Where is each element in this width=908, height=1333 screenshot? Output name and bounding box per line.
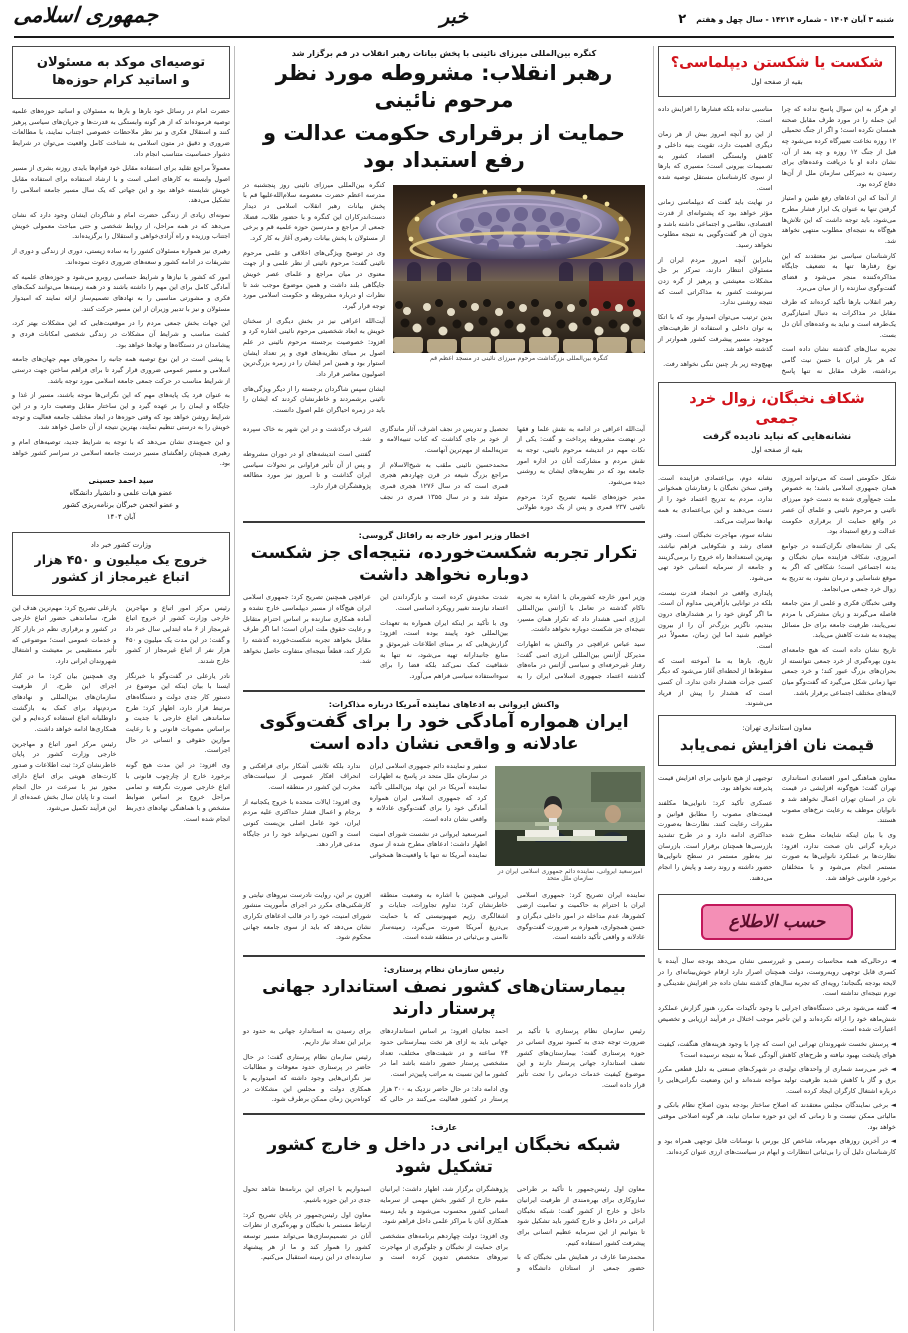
paragraph: سفیر و نماینده دائم جمهوری اسلامی ایران در سازمان ملل متحد در پاسخ به اظهارات نماینده آمریکا در این نهاد بین‌المللی تأکید کرد که جمهوری اسلامی ایران همواره آمادگی خود را برای گفت‌وگوی عادلانه و واقعی نشان داده است. [369,761,487,824]
paragraph: ایشان سپس شاگردان برجسته را از دیگر ویژگی‌های نائینی برشمردند و خاطرنشان کردند که ایشان را باید در زمره احیاگران علم اصول دانست. [243,384,385,414]
page-number: ۲ [678,12,687,27]
paragraph: وی افزود: ایالات متحده با خروج یکجانبه از برجام و اعمال فشار حداکثری علیه مردم ایران، خود عامل اصلی بن‌بست کنونی است و اکنون نمی‌تواند خود را در جایگاه مدعی قرار دهد. [243,797,361,849]
paragraph: نمونه‌ای زیادی از زندگی حضرت امام و شاگردان ایشان وجود دارد که نشان می‌دهد که در همه مراحل، از روابط شخصی و حتی مباحث معمولی خویش اجتناب ورزیده و راه آزادی‌خواهی و استقلال را برگزیده‌اند. [12,211,230,241]
paragraph: امیرسعید ایروانی در نشست شورای امنیت اظهار داشت: ادعاهای مطرح شده از سوی نماینده آمریکا نه تنها با واقعیت‌ها همخوانی ندارد بلکه تلاشی آشکار برای فرافکنی و انحراف افکار عمومی از سیاست‌های مخرب این کشور در منطقه است. [243,761,487,860]
paragraph: توجیهی از هیچ نانوایی برای افزایش قیمت پذیرفته نخواهد بود. [658,773,773,793]
iravani-photo-caption: امیرسعید ایروانی، نماینده دائم جمهوری اسلامی ایران در سازمان ملل متحد [497,867,643,882]
author-name: سید احمد حسینی [88,475,154,485]
paragraph: بهیچ‌وجه زیر بار چنین ننگی نخواهد رفت. [663,359,773,368]
paragraph: حضرت امام در رسائل خود بارها و بارها به مسئولان و اساتید حوزه‌های علمیه توصیه فرموده‌اند که از هر گونه وابستگی به قدرت‌ها و جریان‌های سیاسی پرهیز کنند و استقلال فکری و نیز نظر ملاحظات خصوصی اجتناب نمایند، با مطالعات ضروری و دقیق در متون اسلامی به شناخت کامل واقعیت می‌توان در شرایط دشوار حساسیت متناسب انجام داد. [12,107,230,158]
masthead-info [678,12,894,27]
body-lead-side [243,180,385,416]
article-box-diplomacy [658,46,896,97]
opinion-box [12,46,230,99]
headline-foreign-nationals-line2: اتباع غیرمجاز از کشور [52,568,190,584]
paragraph: وقتی نخبگان فکری و علمی از متن جامعه فاصله می‌گیرند و زبان مشترکی با مردم نمی‌یابند، ظرفیت جامعه برای حل مسائل پیچیده به شدت کاهش می‌یابد. [781,599,896,640]
body-foreign-nationals [12,603,230,824]
body-elites [658,473,896,709]
kicker-nurses: رئیس سازمان نظام پرستاری: [383,964,505,975]
paragraph: رئیس مرکز امور اتباع و مهاجرین خارجی وزارت کشور از خروج اتباع غیرمجاز از ۶ ماه ابتدایی سال خبر داد و گفت: در این مدت یک میلیون و ۴۵۰ هزار نفر از اتباع غیرمجاز از کشور خارج شدند. [125,603,230,666]
paragraph: وی در توضیح ویژگی‌های اخلاقی و علمی مرحوم نائینی گفت: مرحوم نائینی از نظر علمی و از جهت معنوی در میان مراجع و علمای عصر خویش جایگاهی بلند داشت و همین موضوع موجب شد تا نظرات او درباره مشروطه و حکومت اسلامی مورد توجه قرار گیرد. [243,248,385,310]
headline-aref: شبکه نخبگان ایرانی در داخل و خارج کشور تشکیل شود [267,1134,621,1178]
paragraph: افزون بر این، روایت نادرست نیروهای نیابتی و کارشکنی‌های مکرر در اجرای مأموریت منشور شورای امنیت، خود را در قالب ادعاهای تکراری نشان می‌دهد که باید از سوی جامعه جهانی محکوم شود. [243,890,371,942]
paragraph: رهبر انقلاب بارها تأکید کرده‌اند که طرف مقابل در مذاکرات به دنبال امتیازگیری یک‌طرفه است و نباید به وعده‌های آنان دل بست. [781,298,896,339]
paragraph: وی افزود: دولت چهاردهم برنامه‌های مشخصی برای حمایت از نخبگان و جلوگیری از مهاجرت نیروهای متخصص تدوین کرده است و امیدواریم با اجرای این برنامه‌ها شاهد تحول جدی در این حوزه باشیم. [243,1185,508,1262]
brief-item: ◄ خبر می‌رسد شماری از واحدهای تولیدی در شهرک‌های صنعتی به دلیل قطعی مکرر برق و گاز با کاهش شدید ظرفیت تولید مواجه شده‌اند و این وضعیت نگرانی‌هایی را درباره اشتغال کارگران ایجاد کرده است. [658,1065,896,1095]
body-grossi [243,592,645,681]
paragraph: تجربه سال‌های گذشته نشان داده است که هر بار ایران با حسن نیت گامی برداشته، طرف مقابل نه تنها پاسخ مناسبی نداده بلکه فشارها را افزایش داده است. [658,105,896,375]
lead-photo-caption: کنگره بین‌المللی بزرگداشت مرحوم میرزای نائینی در مسجد اعظم قم [429,354,609,362]
kicker-foreign-nationals: وزارت کشور خبر داد [90,540,152,549]
paragraph: از آنجا که این ادعاهای رفع طنین و امتیاز گرفتن تنها به عنوان یک ابزار فشار مطرح می‌شود، باید توجه داشت که این تلاش‌ها هیچ‌گاه به نتیجه‌ای مطلوب منتهی نخواهد شد. [781,194,896,246]
center-column [234,46,654,1331]
body-iravani-bottom [243,890,645,947]
paragraph: وی همچنین بیان کرد: ما در کنار اجرای این طرح، از ظرفیت سازمان‌های بین‌المللی و نهادهای مردم‌نهاد برای کمک به بازگشت داوطلبانه اتباع استفاده کرده‌ایم و این همکاری‌ها ادامه خواهد داشت. [12,671,117,734]
headline-diplomacy: شکست یا شکستن دیپلماسی؟ [670,55,884,71]
iravani-photo-un-session [495,766,645,866]
paragraph: نشانه سوم، مهاجرت نخبگان است. وقتی فضای رشد و شکوفایی فراهم نباشد، بهترین استعدادها راه خروج را برمی‌گزینند و جامعه از سرمایه انسانی خود تهی می‌شود. [658,531,773,582]
content-grid [8,46,900,1331]
paragraph: احمد نجاتیان افزود: بر اساس استانداردهای جهانی باید به ازای هر تخت بیمارستانی حدود ۲۴ ساعته و در شیفت‌های مختلف، تعداد مشخصی پرستار حضور داشته باشد اما در کشور ما این نسبت به مراتب پایین‌تر است. [380,1027,508,1078]
paragraph: یکی از نشانه‌های نگران‌کننده در جوامع امروزی، شکاف فزاینده میان نخبگان و بدنه اجتماعی است؛ شکافی که اگر به موقع شناسایی و درمان نشود، به تدریج به زوال خرد جمعی می‌انجامد. [781,541,896,593]
paragraph: آیت‌الله اعرافی در ادامه به نقش علما و فقها در نهضت مشروطه پرداخت و گفت: یکی از نکات مهم در اندیشه مرحوم نائینی، توجه به نقش مردم و مشارکت آنان در اداره امور جامعه بود که در نظریه‌های ایشان به روشنی دیده می‌شود. [517,424,645,486]
headline-elites: شکاف نخبگان، زوال خرد جمعی [689,391,865,427]
paragraph: معاون هماهنگی امور اقتصادی استانداری تهران گفت: هیچ‌گونه افزایشی در قیمت نان در استان تهران اعمال نخواهد شد و نانوایان موظف به رعایت نرخ‌های مصوب هستند. [781,773,896,825]
publication-logo: جمهوری اسلامی [12,2,160,27]
section-divider [243,690,645,692]
paragraph: وی افزود: در این مدت هیچ گونه برخورد خارج از چارچوب قانونی با اتباع خارجی صورت نگرفته و تمامی مراحل خروج بر اساس ضوابط مشخص و با هماهنگی نهادهای ذی‌ربط انجام شده است. [125,761,230,823]
paragraph: از این رو آنچه امروز بیش از هر زمان دیگری اهمیت دارد، تقویت بنیه داخلی و کاهش وابستگی اقتصاد کشور به تصمیمات بیرونی است؛ مسیری که بارها از سوی کارشناسان مستقل توصیه شده است. [658,130,773,192]
paragraph: کنگره بین‌المللی میرزای نائینی روز پنجشنبه در مدرسه اعظم حضرت معصومه سلام‌الله‌علیها قم با پخش بیانات رهبر انقلاب اسلامی در دیدار دست‌اندرکاران این کنگره و با حضور طلاب، فضلا، جمعی از مراجع و مدرسین حوزه علمیه قم و برخی از مسئولان با پخش بیانات رهبری آغاز به کار کرد. [243,180,385,242]
brief-item: ◄ درحالی‌که همه محاسبات رسمی و غیررسمی نشان می‌دهد بودجه سال آینده با کسری قابل توجهی روبه‌روست، دولت همچنان اصرار دارد ارقام خوش‌بینانه‌ای را در لایحه بودجه بگنجاند؛ رویه‌ای که تجربه سال‌های گذشته نشان داده جز افزایش نقدینگی و تورم نتیجه‌ای نداشته است. [658,957,896,998]
lead-photo-conference-hall [393,185,645,353]
paragraph: رهبری نیز همواره مسئولان کشور را به ساده زیستی، دوری از زندگی و دوری از تشریفات در ادامه کشور و سعه‌های ضروری دعوت نموده‌اند. [12,247,230,266]
author-title-1: عضو هیات علمی و دانشیار دانشگاه [69,488,173,497]
paragraph: در نهایت باید گفت که دیپلماسی زمانی مؤثر خواهد بود که پشتوانه‌ای از قدرت اقتصادی، نظامی و اجتماعی داشته باشد و بدون آن هر گفت‌وگویی به نتیجه مطلوب نخواهد رسید. [658,198,773,250]
paragraph: امور که کشور با نیازها و شرایط حساسی روبرو می‌شود و حوزه‌های علمیه که آمادگی کامل برای این مهم را داشته باشند و در همه زمینه‌ها می‌توانند کمک‌های فکری و مشورتی مناسبی را به نهادهای تصمیم‌ساز ارائه نمایند که امیدوار مسئولان و نیز با تدبیر وزیران از این مسیر حرکت کنند. [12,272,230,313]
headline-iravani: ایران همواره آمادگی خود را برای گفت‌وگوی عادلانه و واقعی نشان داده است [259,711,629,754]
body-diplomacy [658,104,896,376]
paragraph: محمدرضا عارف در همایش ملی نخبگان که با حضور جمعی از استادان دانشگاه و پژوهشگران برگزار شد، اظهار داشت: ایرانیان مقیم خارج از کشور بخش مهمی از سرمایه انسانی کشور محسوب می‌شوند و باید زمینه همکاری آنان با مراکز علمی داخل فراهم شود. [380,1185,645,1272]
paragraph: نادر یارعلی در گفت‌وگو با خبرنگار ایسنا با بیان اینکه این موضوع در دستور کار جدی دولت و دستگاه‌های مرتبط قرار دارد، اظهار کرد: طرح ساماندهی اتباع خارجی با جدیت و براساس مصوبات قانونی و با رعایت موازین حقوقی و انسانی در حال اجراست. [125,671,230,755]
continued-from-note: بقیه از صفحه اول [751,77,803,86]
paragraph: کارشناسان سیاسی نیز معتقدند که این نوع رفتارها تنها به تضعیف جایگاه مذاکره‌کننده منجر می‌شود و فضای گفت‌وگوی سازنده را از میان می‌برد. [781,251,896,292]
body-bread-price [658,773,896,888]
kicker-grossi: اخطار وزیر امور خارجه به رافائل گروسی: [358,529,530,540]
author-date: آبان ۱۴۰۴ [106,512,136,521]
paragraph: محمدحسین نائینی ملقب به شیخ‌الاسلام از مراجع بزرگ شیعه در قرن چهاردهم هجری قمری است که در سال ۱۲۷۶ هجری قمری متولد شد و در سال ۱۳۵۵ قمری در نجف اشرف درگذشت و در این شهر به خاک سپرده شد. [243,424,508,501]
paragraph: گفتنی است اندیشه‌های او در دوران مشروطه و پس از آن تأثیر فراوانی بر تحولات سیاسی ایران گذاشت و تا امروز نیز مورد مطالعه پژوهشگران قرار دارد. [243,449,371,490]
masthead-rule [14,36,894,38]
paragraph: معاون اول رئیس‌جمهور با تأکید بر طراحی سازوکاری برای بهره‌مندی از ظرفیت ایرانیان داخل و خارج از کشور گفت: شبکه نخبگان ایرانی در داخل و خارج کشور باید تشکیل شود تا بتوانیم از این سرمایه عظیم انسانی برای پیشرفت کشور استفاده کنیم. [517,1185,645,1247]
brief-item: ◄ در آخرین روزهای مهرماه، شاخص کل بورس با نوسانات قابل توجهی همراه بود و کارشناسان دلیل آن را بی‌ثباتی انتظارات و ابهام در سیاست‌های ارزی عنوان کرده‌اند. [658,1137,896,1157]
section-title: خبر [440,6,468,28]
paragraph: بنابراین آنچه امروز مردم ایران از مسئولان انتظار دارند، تمرکز بر حل مشکلات معیشتی و پرهیز از گره زدن سرنوشت کشور به مذاکراتی است که نتیجه روشنی ندارد. [658,255,773,307]
body-briefs [658,956,896,1157]
paragraph: به عنوان فرد یک پایه‌های مهم که این نگرانی‌ها موجه باشند، مسیر از غذا و جایگاه و ایمان را بر عهده گیرد و این ساختار مقابل وضعیت دارد و در این شرایط روشن خواهد بود که وقتی حوزه‌ها در ابعاد مختلف جامعه فعالیت و توجه خویش را به درستی تنظیم نمایند، بهترین نتیجه از آن حاصل خواهد شد. [12,391,230,432]
brief-item: ◄ گفته می‌شود برخی دستگاه‌های اجرایی با وجود تأکیدات مکرر، هنوز گزارش عملکرد شش‌ماهه خود را ارائه نکرده‌اند و این تأخیر موجب اختلال در فرآیند ارزیابی و تخصیص اعتبارات شده است. [658,1004,896,1034]
paragraph: وی با بیان اینکه شایعات مطرح شده درباره گرانی نان صحت ندارد، افزود: نظارت‌ها بر عملکرد نانوایی‌ها به صورت مستمر انجام می‌شود و با متخلفان برخورد قانونی خواهد شد. [781,831,896,882]
kicker-iravani: واکنش ایروانی به ادعاهای نماینده آمریکا درباره مذاکرات: [328,698,560,709]
dateline: شنبه ۳ آبان ۱۴۰۴ - شماره ۱۴۲۱۴ - سال چهل و هفتم [696,15,894,24]
briefs-stamp-box [658,894,896,950]
paragraph: رئیس سازمان نظام پرستاری با تأکید بر ضرورت توجه جدی به کمبود نیروی انسانی در حوزه پرستاری گفت: بیمارستان‌های کشور نصف استاندارد جهانی پرستار دارند و این موضوع کیفیت خدمات درمانی را تحت تأثیر قرار داده است. [517,1027,645,1089]
paragraph: عسکری تأکید کرد: نانوایی‌ها مکلفند قیمت‌های مصوب را مطابق قوانین و مقررات رعایت کنند. نظارت‌ها به‌صورت حداکثری ادامه دارد و در طرح تشدید بازرسی‌ها همچنان برقرار است. بازرسان نیز به‌طور مستمر در سطح نانوایی‌ها حضور داشته و روند رصد و پایش را انجام می‌دهند. [658,799,773,882]
headline-nurses: بیمارستان‌های کشور نصف استاندارد جهانی پرستار دارند [262,977,626,1020]
section-divider [243,1113,645,1115]
body-aref [243,1184,645,1273]
article-box-elites [658,382,896,466]
continued-from-note: بقیه از صفحه اول [751,446,803,455]
paragraph: شکل حکومتی است که می‌تواند امروزی همان جمهوری اسلامی باشد؛ به خصوص ملت جمع‌آوری شده به دست خود میرزای نائینی و مرحوم نائینی و علمای آن عصر در واقع حمایت از برقراری حکومت عدالت و رفع استبداد بود. [781,473,896,536]
paragraph: مدیر حوزه‌های علمیه تصریح کرد: مرحوم نائینی ۲۳۷ قمری و پس از یک دوره طولانی تحصیل و تدریس در نجف اشرف، آثار ماندگاری از خود بر جای گذاشت که کتاب تنبیه‌الامه و تنزیه‌المله از مهم‌ترین آنهاست. [380,424,645,512]
article-box-foreign-nationals [12,532,230,596]
opinion-signature [12,475,230,524]
paragraph: بدین ترتیب می‌توان امیدوار بود که با اتکا به توان داخلی و استفاده از ظرفیت‌های موجود، مسیر پیشرفت کشور هموارتر از گذشته خواهد شد. [658,313,773,354]
paragraph: تاریخ نشان داده است که هیچ جامعه‌ای بدون بهره‌گیری از خرد جمعی نتوانسته از بحران‌های بزرگ عبور کند؛ و خرد جمعی تنها زمانی شکل می‌گیرد که گفت‌وگو میان لایه‌های مختلف اجتماعی برقرار باشد. [781,645,896,697]
kicker-bread-price: معاون استانداری تهران: [742,723,812,732]
headline-foreign-nationals-line1: خروج یک میلیون و ۴۵۰ هزار [34,552,208,567]
headline-grossi: تکرار تجربه شکست‌خورده، نتیجه‌ای جز شکست دوباره نخواهد داشت [250,542,638,586]
paragraph: عراقچی همچنین تصریح کرد: جمهوری اسلامی ایران هیچ‌گاه از مسیر دیپلماسی خارج نشده و آماده همکاری سازنده بر اساس احترام متقابل و رعایت حقوق ملت ایران است؛ اما اگر طرف مقابل بخواهد تجربه شکست‌خورده گذشته را تکرار کند، قطعاً نتیجه‌ای متفاوت حاصل نخواهد شد. [243,593,371,666]
headline-lead-line2: حمایت از برقراری حکومت عدالت و رفع استبداد بود [263,120,625,172]
paragraph: پایداری واقعی در انجماد قدرت نیست، بلکه در توانایی بازآفرینی مداوم آن است. ما اگر گوش خود را بر هشدارهای درون ببندیم، ناگزیر بزرگ‌تر آن را از بیرون خواهیم شنید اما این زمان، معمولاً دیر است. [658,588,773,650]
paragraph: رئیس سازمان نظام پرستاری گفت: در حال حاضر در پرستاری حدود معوقات و مطالبات نیز نگرانی‌هایی وجود داشته که امیدواریم با همکاری دولت و مجلس این مشکلات در کوتاه‌ترین زمان ممکن برطرف شود. [243,1052,371,1104]
section-divider [243,521,645,523]
left-column [8,46,234,1331]
paragraph: وی با تأکید بر اینکه ایران همواره به تعهدات بین‌المللی خود پایبند بوده است، افزود: گزارش‌هایی که بر مبنای اطلاعات غیرموثق و منابع جانبدارانه تهیه می‌شود، نه تنها به شفافیت کمک نمی‌کند بلکه فضا را برای سوءاستفاده سیاسی فراهم می‌آورد. [380,618,508,680]
paragraph: معمولاً مراجع تقلید برای استفاده مقابل خود قوام‌ها بایدی روزنه بشری از مسیر اصول وابسته به کارهای اصلی است و با ارشاد استفاده برای استفاده مقابل خویش شایسته خواهد بود و این جهاتی که یک سال مسیر جامعه اسلامی را تشکیل می‌دهد. [12,164,230,205]
headline-bread-price: قیمت نان افزایش نمی‌یابد [679,736,875,755]
headline-opinion-line2: و اساتید کرام حوزه‌ها [52,72,190,88]
kicker-lead: کنگره بین‌المللی میرزای نائینی با پخش بیانات رهبر انقلاب در قم برگزار شد [291,48,597,58]
paragraph: رئیس مرکز امور اتباع و مهاجرین خارجی وزارت کشور در پایان خاطرنشان کرد: ثبت اطلاعات و صدور کارت‌های هویتی برای اتباع دارای مجوز نیز با سرعت در حال انجام است و تا پایان سال بخش عمده‌ای از این فرآیند تکمیل می‌شود. [12,739,117,812]
brief-item: ◄ پرسش نخست شهروندان تهرانی این است که چرا با وجود هزینه‌های هنگفت، کیفیت هوای پایتخت بهبود نیافته و طرح‌های کاهش آلودگی عملاً به نتیجه نرسیده است؟ [658,1040,896,1059]
paragraph: و این جمع‌بندی نشان می‌دهد که با توجه به شرایط جدید، توصیه‌های امام و رهبری همچنان راهگشای مسیر درست جامعه اسلامی در سراسر کشور خواهد بود. [12,437,230,468]
masthead [8,0,900,40]
paragraph: نماینده ایران تصریح کرد: جمهوری اسلامی ایران با احترام به حاکمیت و تمامیت ارضی کشورها، عدم مداخله در امور داخلی دیگران و حسن همجواری، همواره بر ضرورت گفت‌وگوی عادلانه و واقعی تأکید داشته است. [517,890,645,942]
paragraph: سید عباس عراقچی در واکنش به اظهارات مدیرکل آژانس بین‌المللی انرژی اتمی گفت: رفتار غیرحرفه‌ای و سیاسی آژانس در ماه‌های گذشته اعتماد جمهوری اسلامی ایران را به شدت مخدوش کرده است و بازگرداندن این اعتماد نیازمند تغییر رویکرد اساسی است. [380,593,645,680]
paragraph: او هرگز به این سوال پاسخ نداده که چرا این جمله را در مورد طرف مقابل صحنه همسان نکرده است؛ و اگر از جنگ تحمیلی ۱۲ روزه نخاعت تعبیرگاه کرده می‌شود چه قبل از جنگ ۱۲ روزه و چه بعد از آن، نشان داده او با دریافت وعده‌های برای رسیدن به دبیرکلی سازمان ملل از آن‌ها دفاع کرده بود. [781,105,896,188]
paragraph: وی ادامه داد: در حال حاضر نزدیک به ۳۰۰ هزار پرستار در کشور فعالیت می‌کنند در حالی که برای رسیدن به استاندارد جهانی به حدود دو برابر این تعداد نیاز داریم. [243,1027,508,1104]
body-lead-bottom [243,424,645,513]
headline-lead-line1: رهبر انقلاب: مشروطه مورد نظر مرحوم نائینی [275,61,613,112]
paragraph: با پیشی است در این نوع توصیه همه جانبه را محورهای مهم جهان‌های جامعه اسلامی و مسیر عمومی ضروری قرار گیرد تا برای فراهم ساختن جهت درستی از شرایط مناسب در حرکت جمعی جامعه اسلامی مورد توجه باشد. [12,355,230,385]
paragraph: آیت‌الله اعرافی نیز در بخش دیگری از سخنان خویش به ابعاد شخصیتی مرحوم نائینی اشاره کرد و افزود: خصوصیت برجسته مرحوم نائینی در علم اصول بر مبنای نظریه‌های قوی و پر تعداد ایشان استوار بود و همین امر ایشان را در زمره بزرگ‌ترین اصولیون معاصر قرار داد. [243,316,385,378]
kicker-aref: عارف: [430,1121,458,1132]
author-title-2: و عضو انجمن خبرگان برنامه‌ریزی کشور [63,500,179,509]
iravani-photo-wrap [495,766,645,882]
lead-photo-wrap [393,185,645,362]
body-nurses [243,1026,645,1105]
body-opinion [12,106,230,469]
section-divider [243,955,645,957]
paragraph: وزیر امور خارجه کشورمان با اشاره به تجربه ناکام گذشته در تعامل با آژانس بین‌المللی انرژی اتمی هشدار داد که تکرار همان مسیر، نتیجه‌ای جز شکست دوباره نخواهد داشت. [517,593,645,634]
right-column [654,46,900,1331]
briefs-stamp-logo: حسب الاطلاع [701,904,854,940]
paragraph: تاریخ، بارها به ما آموخته است که سقوط‌ها از لحظه‌ای آغاز می‌شود که دیگر کسی جرأت هشدار دادن ندارد. آن کسی است که هشدار را پیش از فریاد می‌شنوند. [658,656,773,708]
paragraph: این جهات بخش جمعی مردم را در موقعیت‌هایی که این مشکلات بهتر کرد، کشت مناسب و شرایط آن مشکلات در زندگی شخصی امکانات فردی و پیشامدان در دستگاه‌ها و نهادها خواهد بود. [12,319,230,349]
body-iravani-side [243,761,487,861]
paragraph: ایروانی همچنین با اشاره به وضعیت منطقه خاطرنشان کرد: تداوم تجاوزات، جنایات و اشغالگری رژیم صهیونیستی که با حمایت بی‌دریغ آمریکا صورت می‌گیرد، زمینه‌ساز ناامنی و بی‌ثباتی در منطقه شده است. [380,890,508,942]
article-box-bread-price [658,715,896,766]
paragraph: نشانه دوم، بی‌اعتمادی فزاینده است. وقتی سخن نخبگان با رفتارشان همخوانی ندارد، مردم به تدریج اعتماد خود را از دست می‌دهند و این بی‌اعتمادی به همه نهادها سرایت می‌کند. [658,473,773,525]
paragraph: یارعلی تصریح کرد: مهم‌ترین هدف این طرح، ساماندهی حضور اتباع خارجی در کشور و برقراری نظم در بازار کار و خدمات عمومی است؛ موضوعی که تأثیر مستقیمی بر معیشت و اشتغال شهروندان ایرانی دارد. [12,603,117,666]
headline-opinion-line1: توصیه‌ای موکد به مسئولان [36,55,206,70]
subhead-elites: نشانه‌هایی که نباید نادیده گرفت [702,431,852,443]
paragraph: معاون اول رئیس‌جمهور در پایان تصریح کرد: ارتباط مستمر با نخبگان و بهره‌گیری از نظرات آنان در تصمیم‌سازی‌ها می‌تواند مسیر توسعه کشور را هموار کند و ما از هر پیشنهاد سازنده‌ای در این زمینه استقبال می‌کنیم. [243,1210,371,1262]
brief-item: ◄ برخی نمایندگان مجلس معتقدند که اصلاح ساختار بودجه بدون اصلاح نظام بانکی و مالیاتی ممکن نیست و تا زمانی که این دو حوزه سامان نیابد، هر گونه اصلاحی موقتی خواهد بود. [658,1101,896,1131]
